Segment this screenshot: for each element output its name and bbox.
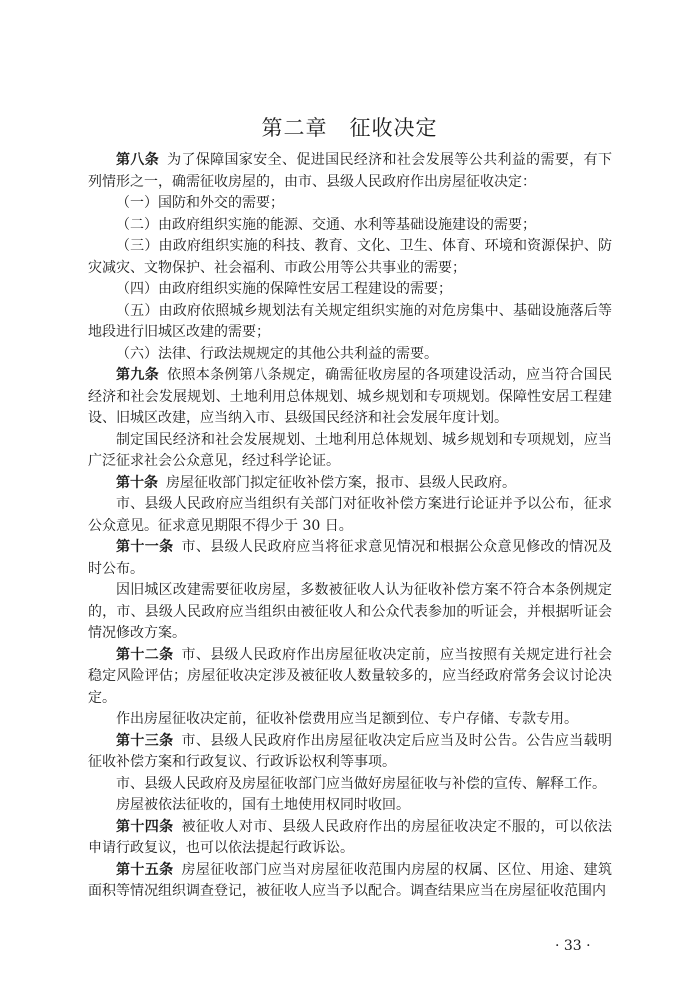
paragraph-text: （五）由政府依照城乡规划法有关规定组织实施的对危房集中、基础设施落后等地段进行旧城区改建的需要； bbox=[88, 302, 612, 340]
paragraph-text: 房屋被依法征收的，国有土地使用权同时收回。 bbox=[116, 797, 410, 813]
paragraph-text: 被征收人对市、县级人民政府作出的房屋征收决定不服的，可以依法申请行政复议，也可以依法提起行政诉讼。 bbox=[88, 818, 613, 856]
paragraph bbox=[88, 236, 612, 279]
article-label: 第九条 bbox=[116, 367, 160, 383]
paragraph-text: 制定国民经济和社会发展规划、土地利用总体规划、城乡规划和专项规划，应当广泛征求社会公众意见，经过科学论证。 bbox=[88, 431, 612, 469]
paragraph-text: 房屋征收部门拟定征收补偿方案，报市、县级人民政府。 bbox=[166, 474, 516, 491]
paragraph bbox=[88, 430, 612, 473]
paragraph bbox=[88, 645, 612, 710]
paragraph bbox=[88, 795, 612, 817]
paragraph bbox=[88, 537, 612, 580]
paragraph bbox=[88, 301, 612, 344]
paragraph bbox=[88, 193, 612, 215]
paragraph-text: 市、县级人民政府应当组织有关部门对征收补偿方案进行论证并予以公布，征求公众意见。征求意见期限不得少于 30 日。 bbox=[88, 496, 612, 534]
paragraph-text: 为了保障国家安全、促进国民经济和社会发展等公共利益的需要，有下列情形之一，确需征收房屋的，由市、县级人民政府作出房屋征收决定： bbox=[88, 152, 613, 190]
chapter-title: 第二章 征收决定 bbox=[261, 116, 438, 140]
paragraph bbox=[88, 150, 612, 193]
article-label: 第十一条 bbox=[116, 539, 174, 555]
article-label: 第十二条 bbox=[116, 646, 174, 663]
paragraph bbox=[88, 731, 612, 774]
paragraph-text: 市、县级人民政府应当将征求意见情况和根据公众意见修改的情况及时公布。 bbox=[88, 539, 613, 577]
paragraph bbox=[88, 817, 612, 860]
paragraph bbox=[88, 473, 612, 495]
article-label: 第八条 bbox=[116, 152, 160, 168]
body-text bbox=[88, 150, 612, 903]
paragraph bbox=[88, 344, 612, 366]
article-label: 第十三条 bbox=[116, 732, 174, 749]
paragraph-text: 市、县级人民政府作出房屋征收决定后应当及时公告。公告应当载明征收补偿方案和行政复议、行政诉讼权利等事项。 bbox=[88, 732, 613, 770]
paragraph-text: （四）由政府组织实施的保障性安居工程建设的需要； bbox=[116, 281, 452, 297]
paragraph-text: （一）国防和外交的需要； bbox=[116, 195, 284, 211]
article-label: 第十五条 bbox=[116, 861, 174, 878]
paragraph-text: 依照本条例第八条规定，确需征收房屋的各项建设活动，应当符合国民经济和社会发展规划、土地利用总体规划、城乡规划和专项规划。保障性安居工程建设、旧城区改建，应当纳入市、县级国民经济和社会发展年度计划。 bbox=[88, 367, 613, 426]
article-label: 第十条 bbox=[116, 474, 158, 491]
paragraph bbox=[88, 774, 612, 796]
paragraph bbox=[88, 709, 612, 731]
paragraph bbox=[88, 860, 612, 903]
paragraph-text: 市、县级人民政府作出房屋征收决定前，应当按照有关规定进行社会稳定风险评估；房屋征收决定涉及被征收人数量较多的，应当经政府常务会议讨论决定。 bbox=[88, 646, 613, 706]
paragraph-text: （二）由政府组织实施的能源、交通、水利等基础设施建设的需要； bbox=[116, 216, 536, 233]
article-label: 第十四条 bbox=[116, 818, 174, 835]
paragraph bbox=[88, 365, 612, 430]
paragraph-text: 因旧城区改建需要征收房屋，多数被征收人认为征收补偿方案不符合本条例规定的，市、县级人民政府应当组织由被征收人和公众代表参加的听证会，并根据听证会情况修改方案。 bbox=[88, 582, 612, 641]
paragraph bbox=[88, 494, 612, 537]
paragraph bbox=[88, 580, 612, 645]
paragraph-text: （三）由政府组织实施的科技、教育、文化、卫生、体育、环境和资源保护、防灾减灾、文物保护、社会福利、市政公用等公共事业的需要； bbox=[88, 238, 612, 276]
paragraph bbox=[88, 215, 612, 237]
paragraph-text: 作出房屋征收决定前，征收补偿费用应当足额到位、专户存储、专款专用。 bbox=[116, 711, 578, 727]
paragraph bbox=[88, 279, 612, 301]
paragraph-text: 房屋征收部门应当对房屋征收范围内房屋的权属、区位、用途、建筑面积等情况组织调查登记，被征收人应当予以配合。调查结果应当在房屋征收范围内 bbox=[88, 861, 613, 899]
paragraph-text: 市、县级人民政府及房屋征收部门应当做好房屋征收与补偿的宣传、解释工作。 bbox=[116, 775, 606, 792]
paragraph-text: （六）法律、行政法规规定的其他公共利益的需要。 bbox=[116, 345, 438, 362]
page-number: · 33 · bbox=[555, 938, 591, 954]
